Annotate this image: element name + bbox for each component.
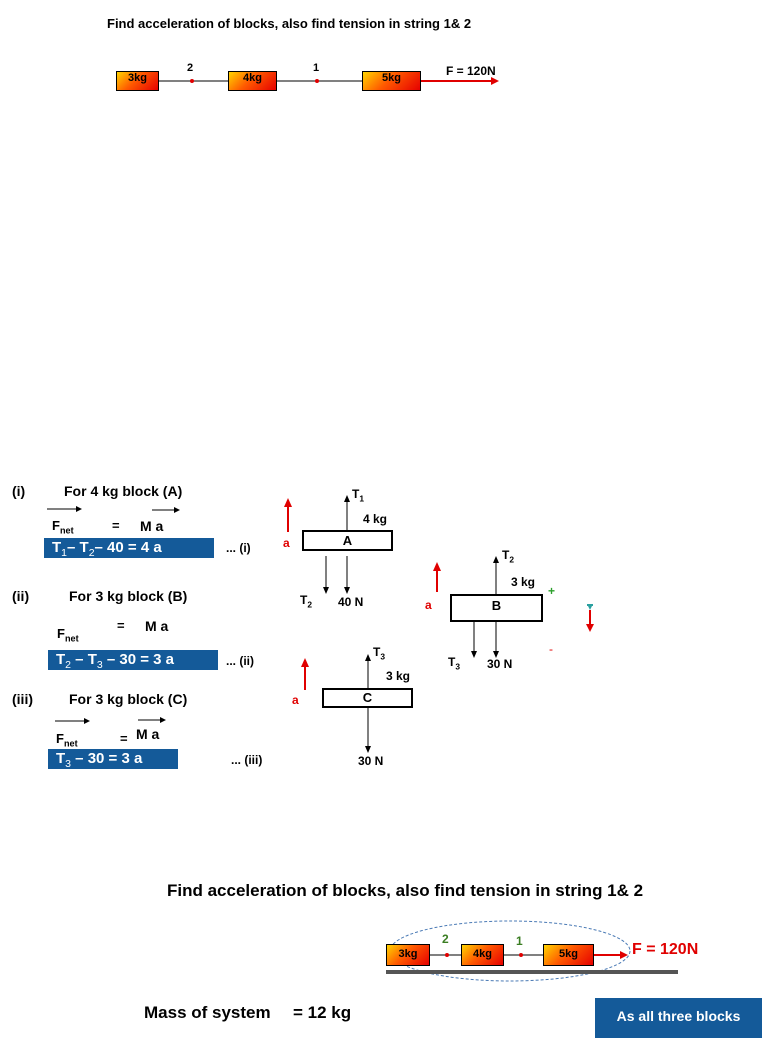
mass-of-system-label: Mass of system bbox=[144, 1003, 271, 1022]
note-box: As all three blocks bbox=[595, 998, 762, 1038]
section-i-number: (i) bbox=[12, 483, 26, 499]
section-iii-ma: M a bbox=[136, 726, 160, 742]
fbd-c-acceleration: a bbox=[292, 693, 299, 707]
bottom-force-label: F = 120N bbox=[632, 941, 699, 958]
section-i-heading: For 4 kg block (A) bbox=[64, 483, 183, 499]
fbd-a-mass: 4 kg bbox=[363, 512, 388, 526]
fbd-a-tension-down: $T_2$ bbox=[300, 593, 313, 610]
section-iii-heading: For 3 kg block (C) bbox=[69, 691, 188, 707]
top-block-5kg: 5kg bbox=[362, 71, 421, 91]
bottom-block-5kg: 5kg bbox=[543, 944, 594, 966]
fbd-block-c: C bbox=[322, 688, 413, 708]
top-string-label-1: 1 bbox=[313, 62, 320, 74]
section-ii-equals: = bbox=[117, 618, 125, 633]
fbd-b-weight: 30 N bbox=[487, 657, 513, 671]
section-i-ref: ... (i) bbox=[226, 541, 251, 555]
section-i-fnet: $F_{net}$ bbox=[52, 518, 74, 536]
top-string-label-2: 2 bbox=[187, 62, 194, 74]
mass-of-system-value: = 12 kg bbox=[293, 1003, 352, 1022]
fbd-b-tension-up: $T_2$ bbox=[502, 548, 515, 565]
section-ii-fnet: $F_{net}$ bbox=[57, 626, 79, 644]
fbd-b-acceleration: a bbox=[425, 598, 432, 612]
section-i-equals: = bbox=[112, 518, 120, 533]
fbd-c-mass: 3 kg bbox=[386, 669, 411, 683]
section-ii-equation: $T_2 - T_3 - 30 = 3$ a bbox=[48, 650, 218, 670]
section-ii-heading: For 3 kg block (B) bbox=[69, 588, 188, 604]
fbd-b-plus-sign: + bbox=[548, 584, 556, 598]
section-iii-ref: ... (iii) bbox=[231, 753, 263, 767]
top-title: Find acceleration of blocks, also find tension in string 1& 2 bbox=[107, 16, 472, 31]
fbd-c-weight: 30 N bbox=[358, 754, 384, 768]
section-ii-number: (ii) bbox=[12, 588, 30, 604]
fbd-block-a: A bbox=[302, 530, 393, 551]
fbd-c-tension-up: $T_3$ bbox=[373, 645, 386, 662]
bottom-block-4kg: 4kg bbox=[461, 944, 504, 966]
bottom-string-label-1: 1 bbox=[516, 934, 523, 948]
section-iii-number: (iii) bbox=[12, 691, 33, 707]
fbd-block-b: B bbox=[450, 594, 543, 622]
top-block-3kg: 3kg bbox=[116, 71, 159, 91]
top-force-label: F = 120N bbox=[446, 64, 496, 78]
section-i-ma: M a bbox=[140, 518, 164, 534]
fbd-a-tension-up: $T_1$ bbox=[352, 487, 365, 504]
fbd-a-weight: 40 N bbox=[338, 595, 364, 609]
section-iii-fnet: $F_{net}$ bbox=[56, 731, 78, 749]
fbd-b-minus-sign: - bbox=[549, 642, 553, 656]
section-i-equation: $T_1-$ $T_2-$ 40 = 4 a bbox=[44, 538, 214, 558]
fbd-b-tension-down: $T_3$ bbox=[448, 655, 461, 672]
section-iii-equation: $T_3 - 30 = 3$ a bbox=[48, 749, 178, 769]
bottom-block-3kg: 3kg bbox=[386, 944, 430, 966]
section-ii-ref: ... (ii) bbox=[226, 654, 254, 668]
bottom-string-label-2: 2 bbox=[442, 932, 449, 946]
section-ii-ma: M a bbox=[145, 618, 169, 634]
top-block-4kg: 4kg bbox=[228, 71, 277, 91]
section-iii-equals: = bbox=[120, 731, 128, 746]
bottom-title: Find acceleration of blocks, also find tension in string 1& 2 bbox=[167, 881, 644, 900]
fbd-b-mass: 3 kg bbox=[511, 575, 536, 589]
fbd-a-acceleration: a bbox=[283, 536, 290, 550]
